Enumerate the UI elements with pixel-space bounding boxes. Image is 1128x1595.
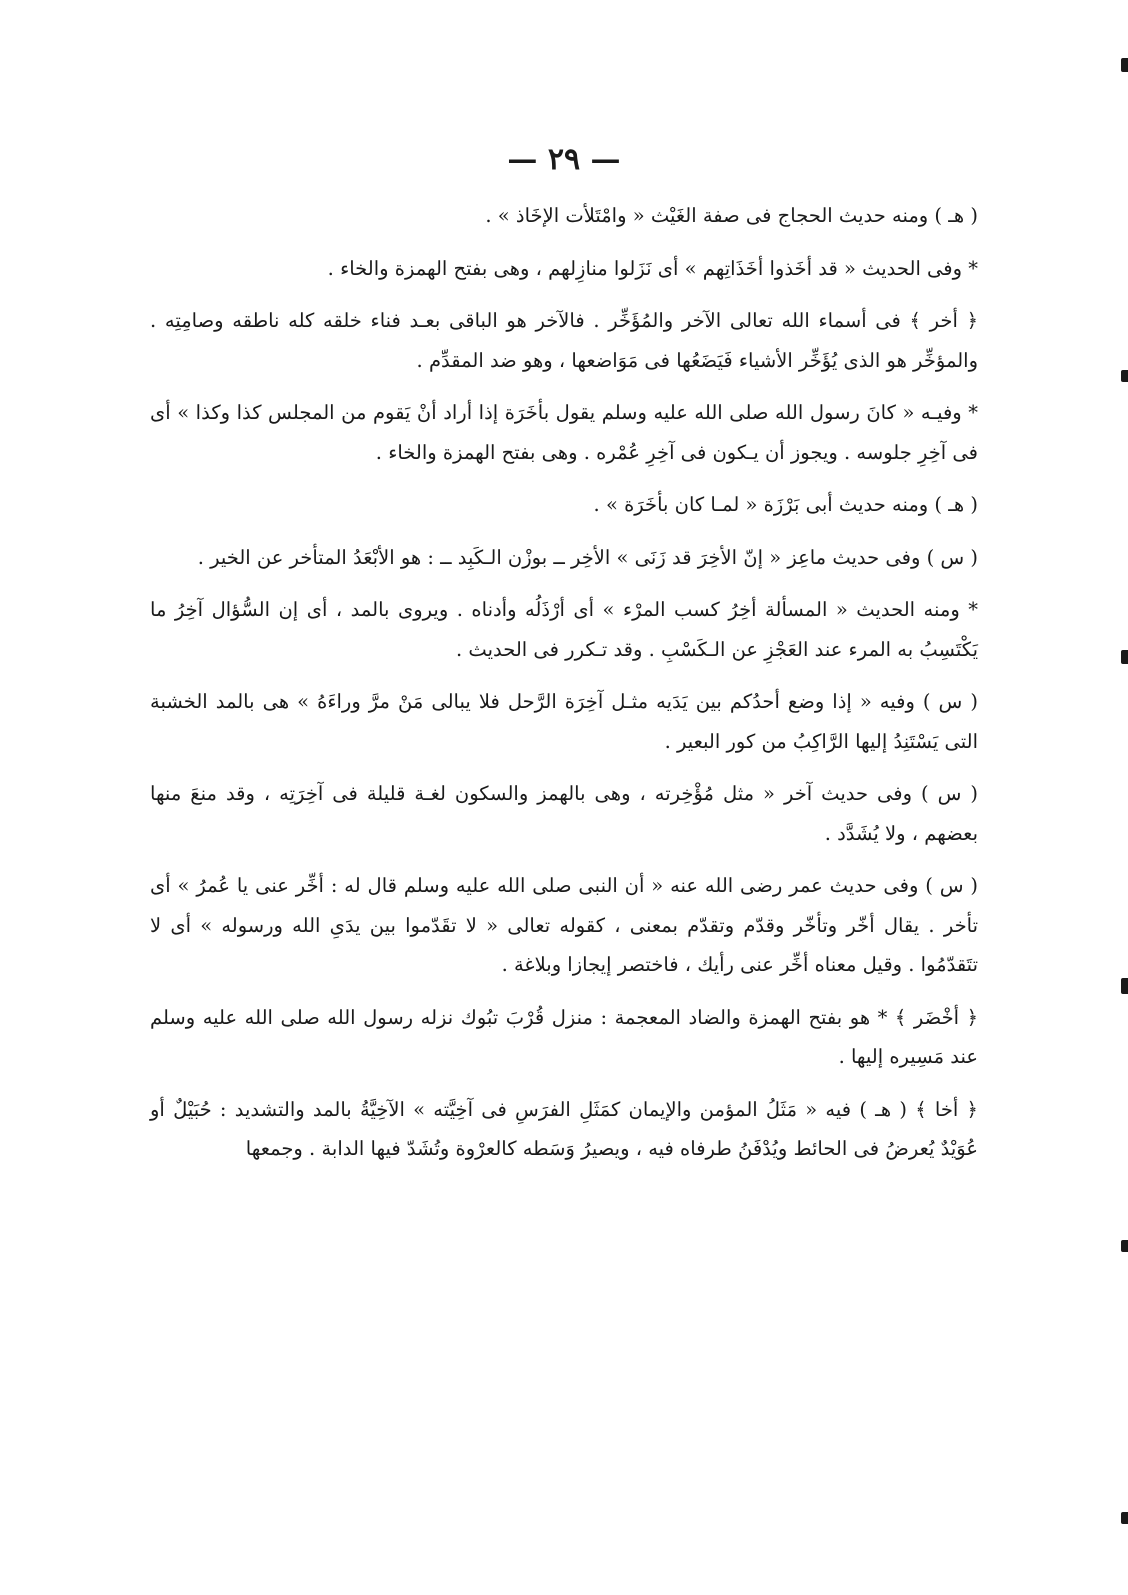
paragraph: ( هـ ) ومنه حديث أبى بَرْزَة « لمـا كان بأخَرَة » .: [593, 493, 978, 516]
scan-edge-mark: [1121, 978, 1128, 994]
paragraph: * وفى الحديث « قد أخَذوا أخَذَاتِهم » أى نَزَلوا منازِلهم ، وهى بفتح الهمزة والخاء .: [327, 256, 978, 280]
scan-edge-mark: [1121, 58, 1128, 72]
scan-edge-mark: [1121, 1240, 1128, 1252]
scan-edge-mark: [1121, 370, 1128, 382]
paragraph: ﴿ أخا ﴾ ( هـ ) فيه « مَثَلُ المؤمن والإيمان كمَثَلِ الفرَسِ فى آخِيَّته » الآخِيَّةُ بالمد والتشديد : حُبَيْلٌ أو عُوَيْدٌ يُعرضُ فى الحائط ويُدْفَنُ طرفاه فيه ، ويصيرُ وَسَطه كالعرْوة وتُشَدّ فيها الدابة . وجمعها: [150, 1097, 978, 1160]
paragraph: ﴿ أخر ﴾ فى أسماء الله تعالى الآخر والمُؤَخِّر . فالآخر هو الباقى بعـد فناء خلقه كله ناطقه وصامِتِه . والمؤخِّر هو الذى يُؤَخِّر الأشياء فَيَضَعُها فى مَوَاضعها ، وهو ضد المقدِّم .: [150, 309, 978, 372]
scan-edge-mark: [1121, 1512, 1128, 1524]
paragraph: ( س ) وفى حديث ماعِز « إنّ الأخِرَ قد زَنَى » الأخِر ــ بوزْن الـكَبِد ــ : هو الأبْعَدُ المتأخر عن الخير .: [197, 545, 978, 569]
paragraph: ﴿ أخْضَر ﴾ * هو بفتح الهمزة والضاد المعجمة : منزل قُرْبَ تبُوك نزله رسول الله صلى الله عليه وسلم عند مَسِيره إليها .: [150, 1005, 978, 1068]
paragraph: ( س ) وفى حديث آخر « مثل مُؤْخِرته ، وهى بالهمز والسكون لغـة قليلة فى آخِرَتِه ، وقد منعَ منها بعضهم ، ولا يُشَدَّد .: [150, 782, 978, 845]
page-number: — ٢٩ —: [507, 142, 621, 177]
paragraph: * وفيـه « كانَ رسول الله صلى الله عليه وسلم يقول بأخَرَة إذا أراد أنْ يَقوم من المجلس كذا وكذا » أى فى آخِرِ جلوسه . ويجوز أن يـكون فى آخِرِ عُمْره . وهى بفتح الهمزة والخاء .: [150, 401, 978, 464]
paragraph: ( س ) وفيه « إذا وضع أحدُكم بين يَدَيه مثـل آخِرَة الرَّحل فلا يبالى مَنْ مرَّ وراءَهُ » هى بالمد الخشبة التى يَسْتَنِدُ إليها الرَّاكِبُ من كور البعير .: [150, 690, 978, 753]
page-body: [150, 196, 978, 1182]
scan-edge-mark: [1121, 650, 1128, 664]
paragraph: ( س ) وفى حديث عمر رضى الله عنه « أن النبى صلى الله عليه وسلم قال له : أخِّر عنى يا عُمرُ » أى تأخر . يقال أخّر وتأخّر وقدّم وتقدّم بمعنى ، كقوله تعالى « لا تقَدّموا بين يدَىِ الله ورسوله » أى لا تتَقدّمُوا . وقيل معناه أخِّر عنى رأيك ، فاختصر إيجازا وبلاغة .: [150, 874, 978, 976]
paragraph: ( هـ ) ومنه حديث الحجاج فى صفة الغَيْث « وامْتَلأت الإخَاذ » .: [485, 204, 978, 227]
paragraph: * ومنه الحديث « المسألة أخِرُ كسب المرْء » أى أرْذَلُه وأدناه . ويروى بالمد ، أى إن السُّؤال آخِرُ ما يَكْتَسِبُ به المرء عند العَجْزِ عن الـكَسْبِ . وقد تـكرر فى الحديث .: [150, 598, 978, 661]
